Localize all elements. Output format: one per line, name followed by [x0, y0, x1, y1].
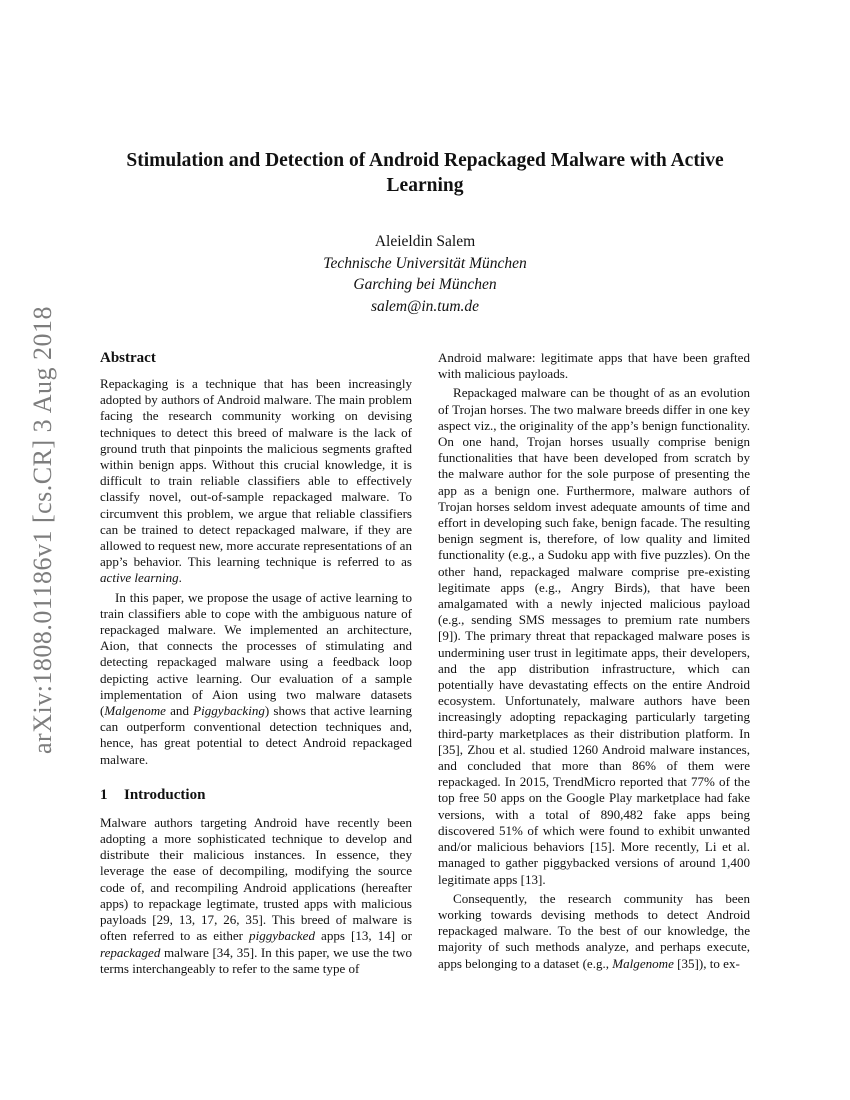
left-column — [100, 349, 412, 977]
abstract-paragraph-2 — [100, 590, 412, 768]
author-email: salem@in.tum.de — [370, 297, 480, 315]
author-name: Aleieldin Salem — [374, 233, 476, 250]
abstract-p1-end: . — [178, 570, 182, 586]
abstract-heading: Abstract — [100, 350, 156, 366]
intro-p1-term-1: piggybacked — [249, 928, 315, 944]
author-affiliation: Technische Universität München — [323, 254, 527, 272]
section-title: Introduction — [124, 786, 206, 803]
arxiv-stamp-text: arXiv:1808.01186v1 [cs.CR] 3 Aug 2018 — [28, 306, 57, 754]
intro-paragraph-2: Repackaged malware can be thought of as an evolution of Trojan horses. The two malware breeds differ in one key aspect viz., the originality of the app’s benign functionality. On one hand, Trojan horses usually comprise benign functionalities that have been developed from scratch by the malware author for the sole purpose of presenting the app as a benign one. Furthermore, malware authors of Trojan horses seldom invest adequate amounts of time and effort in developing such fake, benign facade. The resulting benign segment is, therefore, of low quality and limited functionality (e.g., a Sudoku app with five puzzles). On the other hand, repackaged malware comprise pre-existing legitimate apps (e.g., Angry Birds), that have been amalgamated with a newly injected malicious payload (e.g., sending SMS messages to premium rate numbers [9]). The primary threat that repackaged malware poses is undermining user trust in legitimate apps, their developers, and the app distribution infrastructure, which can potentially have devastating effects on the entire Android ecosystem. Unfortunately, malware authors have been increasingly adopting repackaging particularly targeting third-party marketplaces as their distribution platform. In [35], Zhou et al. studied 1260 Android malware instances, and concluded that more than 86% of them were repackaged. In 2015, TrendMicro reported that 77% of the top free 50 apps on the Google Play marketplace had fake versions, with a total of 890,482 fake apps being discovered 51% of which were found to exhibit unwanted and/or malicious behaviors [15]. More recently, Li et al. managed to gather piggybacked versions of around 1,400 legitimate apps [13]. — [438, 385, 750, 887]
abstract-p2-text-a: In this paper, we propose the usage of active learning to train classifiers able to cope with the ambiguous nature of repackaged malware. We implemented an architecture, Aion, that connects the processes of stimulating and detecting repackaged malware using a feedback loop depicting active learning. Our evaluation of a sample implementation of Aion using two malware datasets ( — [100, 589, 412, 719]
abstract-p1-term: active learning — [100, 570, 179, 586]
intro-paragraph-3 — [438, 891, 750, 972]
intro-p3-term: Malgenome — [612, 955, 674, 971]
section-heading-introduction — [100, 786, 412, 804]
right-column — [438, 350, 750, 972]
intro-paragraph-1-part-1 — [100, 815, 412, 977]
arxiv-stamp — [23, 290, 63, 770]
abstract-p2-dataset-2: Piggybacking — [193, 703, 265, 719]
abstract-paragraph-1 — [100, 376, 412, 587]
intro-p1-text-c-left: malware [34, 35]. In this paper, we use the two terms interchangeably to refer to the same type of — [100, 944, 412, 976]
intro-p1-text-b: apps [13, 14] or — [314, 928, 413, 944]
intro-paragraph-1-part-2 — [438, 350, 750, 382]
paper-title: Stimulation and Detection of Android Repackaged Malware with Active Learning — [126, 150, 724, 196]
intro-p1-text-c-right: Android malware: legitimate apps that have been grafted with malicious payloads. — [438, 350, 750, 382]
abstract-p2-and: and — [165, 703, 194, 719]
intro-p1-text-a: Malware authors targeting Android have recently been adopting a more sophisticated technique to develop and distribute their malicious instances. In essence, they leverage the ease of decompiling, modifying the source code of, and recompiling Android applications (hereafter apps) to repackage legtimate, trusted apps with malicious payloads [29, 13, 17, 26, 35]. This breed of malware is often referred to as either — [100, 814, 412, 944]
intro-p3-text-a: Consequently, the research community has been working towards devising methods to detect Android repackaged malware. To the best of our knowledge, the majority of such methods analyze, and perhaps execute, apps belonging to a dataset (e.g., — [438, 890, 750, 971]
intro-p1-term-2: repackaged — [100, 944, 161, 960]
abstract-p1-text: Repackaging is a technique that has been increasingly adopted by authors of Android malware. The main problem facing the research community working on devising techniques to detect this breed of malware is the lack of ground truth that pinpoints the malicious segments grafted within benign apps. Without this crucial knowledge, it is difficult to train reliable classifiers able to effectively classify novel, out-of-sample repackaged malware. To circumvent this problem, we argue that reliable classifiers can be trained to detect repackaged malware, if they are allowed to request new, more accurate representations of an app’s behavior. This learning technique is referred to as — [100, 376, 412, 570]
section-number: 1 — [100, 786, 108, 803]
author-block — [200, 231, 650, 317]
abstract-p2-dataset-1: Malgenome — [104, 703, 166, 719]
abstract-p2-text-b: ) shows that active learning can outperform conventional detection techniques and, hence, has great potential to detect Android repackaged malware. — [100, 703, 412, 767]
author-location: Garching bei München — [353, 276, 497, 293]
intro-p3-text-b: [35]), to ex- — [673, 955, 740, 971]
